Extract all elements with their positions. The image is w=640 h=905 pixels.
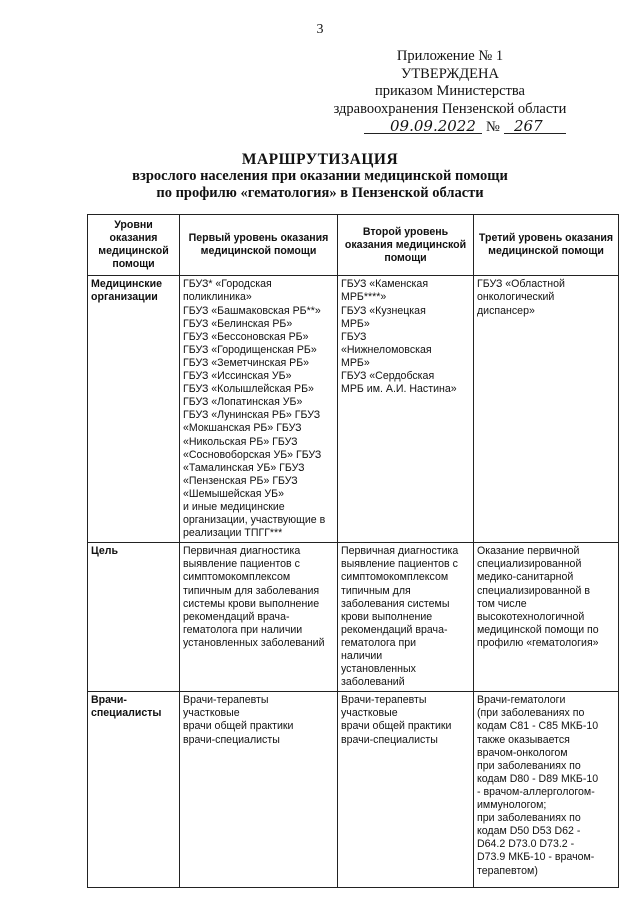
cell-line: «Тамалинская УБ» ГБУЗ xyxy=(183,461,305,474)
row-label: Врачи-специалисты xyxy=(88,692,180,888)
cell-line: поликлиника» xyxy=(183,291,252,304)
title-line-3: по профилю «гематология» в Пензенской области xyxy=(156,185,484,201)
cell-line: симптомокомплексом xyxy=(341,571,449,584)
cell-level1 xyxy=(180,543,338,692)
cell-line: рекомендаций врача- xyxy=(183,610,290,623)
title-line-1: МАРШРУТИЗАЦИЯ xyxy=(241,151,399,168)
row-label: Медицинские организации xyxy=(88,276,180,543)
cell-line: ГБУЗ xyxy=(341,330,367,343)
appendix-line-2: УТВЕРЖДЕНА xyxy=(401,65,499,82)
cell-line: ГБУЗ «Сердобская xyxy=(341,370,435,383)
cell-line: гематолога при наличии xyxy=(183,623,303,636)
cell-line: медико-санитарной xyxy=(477,571,574,584)
cell-line: - врачом-аллергологом- xyxy=(477,785,595,798)
cell-line: (при заболеваниях по xyxy=(477,707,585,720)
cell-line: выявление пациентов с xyxy=(341,558,458,571)
cell-line: также оказывается xyxy=(477,733,570,746)
table-row xyxy=(88,692,619,888)
cell-line: Врачи-терапевты xyxy=(183,694,269,707)
approval-block xyxy=(300,48,600,118)
cell-level3 xyxy=(474,276,619,543)
cell-line: выявление пациентов с xyxy=(183,558,300,571)
cell-line: симптомокомплексом xyxy=(183,571,291,584)
cell-line: том числе xyxy=(477,597,527,610)
cell-line: ГБУЗ «Башмаковская РБ**» xyxy=(183,304,321,317)
cell-line: ГБУЗ «Колышлейская РБ» xyxy=(183,383,314,396)
routing-table xyxy=(87,214,619,888)
cell-line: ГБУЗ «Областной xyxy=(477,278,565,291)
cell-line: гематолога при xyxy=(341,636,417,649)
cell-level2 xyxy=(338,692,474,888)
cell-line: ГБУЗ «Лопатинская УБ» xyxy=(183,396,303,409)
order-number-sign: № xyxy=(486,119,500,135)
header-level-2: Второй уровень оказания медицинской помощи xyxy=(338,215,474,276)
cell-line: ГБУЗ «Белинская РБ» xyxy=(183,317,293,330)
cell-line: «Мокшанская РБ» ГБУЗ xyxy=(183,422,302,435)
cell-line: специализированной в xyxy=(477,584,590,597)
cell-line: врачи общей практики xyxy=(341,720,452,733)
appendix-line-1: Приложение № 1 xyxy=(396,48,504,64)
cell-level3 xyxy=(474,543,619,692)
cell-line: крови выполнение xyxy=(341,610,433,623)
cell-line: ГБУЗ «Лунинская РБ» ГБУЗ xyxy=(183,409,321,422)
cell-line: наличии xyxy=(341,650,383,662)
cell-line: «Сосновоборская УБ» ГБУЗ xyxy=(183,448,322,461)
cell-line: МРБ» xyxy=(341,356,370,369)
cell-line: типичным для заболевания xyxy=(183,584,320,597)
cell-line: Врачи-гематологи xyxy=(477,694,566,707)
cell-line: Первичная диагностика xyxy=(341,545,459,558)
document-title xyxy=(0,151,640,202)
cell-line: кодам C81 - C85 МКБ-10 xyxy=(477,720,599,733)
table-header-row xyxy=(88,215,619,276)
cell-line: медицинской помощи по xyxy=(477,623,599,636)
cell-line: ГБУЗ «Каменская xyxy=(341,278,429,291)
page-number: 3 xyxy=(316,22,324,37)
header-level-3: Третий уровень оказания медицинской помощи xyxy=(474,215,619,276)
cell-line: ГБУЗ «Городищенская РБ» xyxy=(183,343,317,356)
cell-line: «Пензенская РБ» ГБУЗ xyxy=(183,474,298,487)
cell-line: ГБУЗ* «Городская xyxy=(183,278,272,291)
cell-line: «Никольская РБ» ГБУЗ xyxy=(183,435,298,448)
cell-line: онкологический xyxy=(477,291,555,304)
order-number-handwritten: 267 xyxy=(514,117,543,135)
title-line-2: взрослого населения при оказании медицинской помощи xyxy=(132,168,508,184)
cell-line: врачи-специалисты xyxy=(341,733,438,746)
header-level-1: Первый уровень оказания медицинской помощи xyxy=(180,215,338,276)
table-row xyxy=(88,276,619,543)
cell-line: ГБУЗ «Земетчинская РБ» xyxy=(183,356,310,369)
cell-line: специализированной xyxy=(477,558,582,571)
cell-line: МРБ им. А.И. Настина» xyxy=(341,383,457,396)
order-date-number xyxy=(364,116,564,136)
cell-line: ГБУЗ «Бессоновская РБ» xyxy=(183,330,309,343)
order-date-handwritten: 09.09.2022 xyxy=(390,117,476,135)
header-levels: Уровни оказания медицинской помощи xyxy=(88,215,180,276)
cell-line: Врачи-терапевты xyxy=(341,694,427,707)
cell-line: установленных заболеваний xyxy=(183,636,325,649)
cell-line: иммунологом; xyxy=(477,799,547,812)
cell-line: Оказание первичной xyxy=(477,545,580,558)
cell-line: установленных xyxy=(341,663,416,676)
cell-line: ГБУЗ «Кузнецкая xyxy=(341,304,426,317)
cell-line: и иные медицинские xyxy=(183,500,285,513)
cell-line: участковые xyxy=(183,707,240,720)
cell-level1 xyxy=(180,276,338,543)
cell-line: врачи-специалисты xyxy=(183,733,280,746)
row-label: Цель xyxy=(88,543,180,692)
cell-line: при заболеваниях по xyxy=(477,812,581,825)
table-row xyxy=(88,543,619,692)
cell-line: высокотехнологичной xyxy=(477,610,585,623)
cell-level2 xyxy=(338,276,474,543)
appendix-line-4: здравоохранения Пензенской области xyxy=(333,100,567,117)
cell-level2 xyxy=(338,543,474,692)
appendix-line-3: приказом Министерства xyxy=(375,83,525,99)
cell-line: заболевания системы xyxy=(341,597,450,610)
cell-line: организации, участвующие в xyxy=(183,514,326,527)
cell-line: «Нижнеломовская xyxy=(341,343,432,356)
cell-line: D73.9 МКБ-10 - врачом- xyxy=(477,851,595,864)
cell-line: МРБ» xyxy=(341,317,370,330)
cell-line: Первичная диагностика xyxy=(183,545,301,558)
cell-line: при заболеваниях по xyxy=(477,759,581,772)
cell-line: терапевтом) xyxy=(477,864,538,877)
cell-line: МРБ****» xyxy=(341,291,387,304)
cell-line: заболеваний xyxy=(341,676,405,689)
cell-line: рекомендаций врача- xyxy=(341,623,448,636)
cell-line: типичным для xyxy=(341,584,411,597)
cell-line: «Шемышейская УБ» xyxy=(183,487,285,500)
cell-line: кодам D80 - D89 МКБ-10 xyxy=(477,772,599,785)
cell-line: врачом-онкологом xyxy=(477,746,568,759)
cell-line: врачи общей практики xyxy=(183,720,294,733)
cell-line: диспансер» xyxy=(477,304,535,317)
cell-line: кодам D50 D53 D62 - xyxy=(477,825,581,838)
cell-level1 xyxy=(180,692,338,888)
cell-line: ГБУЗ «Иссинская УБ» xyxy=(183,370,292,383)
cell-line: системы крови выполнение xyxy=(183,597,320,610)
cell-level3 xyxy=(474,692,619,888)
cell-line: реализации ТПГГ*** xyxy=(183,527,283,540)
cell-line: D64.2 D73.0 D73.2 - xyxy=(477,838,575,851)
cell-line: участковые xyxy=(341,707,398,720)
cell-line: профилю «гематология» xyxy=(477,636,599,649)
